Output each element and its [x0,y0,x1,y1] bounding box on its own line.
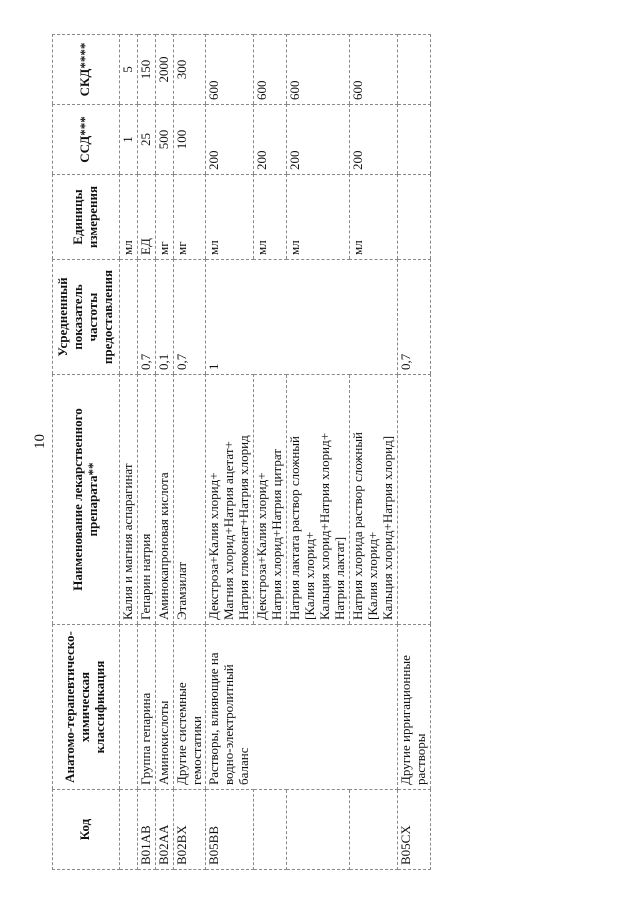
drug-line: Гепарин натрия [137,533,153,620]
cell-frequency: 1 [206,260,397,375]
drug-line: Этамзилат [173,561,189,620]
cell-skd: 600 [254,35,287,105]
cell-ssd: 200 [287,105,350,175]
cell-atc: Группа гепарина [137,625,155,790]
cell-drug [397,375,430,625]
cell-frequency: 0,7 [173,260,206,375]
table-row [206,35,254,870]
drug-line: Натрия хлорид+Натрия цитрат [269,449,285,620]
cell-drug [254,375,287,625]
cell-atc: Другие системные гемостатики [173,625,206,790]
cell-skd [397,35,430,105]
page-number: 10 [32,434,48,449]
cell-frequency [119,260,137,375]
cell-ssd: 200 [349,105,397,175]
cell-ssd: 25 [137,105,155,175]
cell-unit [397,175,430,260]
cell-code: B01AB [137,790,155,870]
cell-frequency: 0,7 [137,260,155,375]
cell-drug [119,375,137,625]
cell-atc: Аминокислоты [155,625,173,790]
cell-atc [119,625,137,790]
drug-line: Натрия лактат] [331,536,347,620]
cell-drug [206,375,254,625]
cell-ssd: 500 [155,105,173,175]
cell-unit: мг [155,175,173,260]
drug-line: Калия и магния аспарагинат [119,463,135,620]
cell-drug [349,375,397,625]
cell-drug [137,375,155,625]
drug-line: Натрия хлорида раствор сложный [349,431,365,620]
drug-line: Натрия глюконат+Натрия хлорид [236,435,252,620]
rotated-table-wrapper [52,35,431,870]
drug-line: [Калия хлорид+ [364,531,380,620]
drug-line: Аминокапроновая кислота [155,472,171,620]
cell-code: B02BX [173,790,206,870]
cell-unit: ЕД [137,175,155,260]
drug-line: Кальция хлорид+Натрия хлорид+ [317,432,332,620]
cell-drug [287,375,350,625]
cell-skd: 5 [119,35,137,105]
cell-drug [155,375,173,625]
cell-drug [173,375,206,625]
cell-skd: 300 [173,35,206,105]
header-code: Код [53,790,120,870]
table-row [137,35,155,870]
table-row [173,35,206,870]
drug-line: Декстроза+Калия хлорид+ [254,472,270,620]
cell-unit: мл [119,175,137,260]
cell-atc: Другие ирригационные растворы [397,625,430,790]
cell-unit: мл [349,175,397,260]
cell-unit: мл [254,175,287,260]
header-unit: Единицы измерения [53,175,120,260]
cell-code [254,790,287,870]
table-row [155,35,173,870]
cell-skd: 600 [206,35,254,105]
cell-frequency: 0,7 [397,260,430,375]
cell-unit: мг [173,175,206,260]
cell-skd: 2000 [155,35,173,105]
cell-skd: 150 [137,35,155,105]
table-row [397,35,430,870]
drug-table [52,34,431,870]
cell-frequency: 0,1 [155,260,173,375]
table-row [119,35,137,870]
cell-ssd: 200 [254,105,287,175]
cell-code [287,790,350,870]
cell-code [119,790,137,870]
cell-ssd [397,105,430,175]
cell-code [349,790,397,870]
cell-unit: мл [287,175,350,260]
header-skd: СКД**** [53,35,120,105]
cell-code: B05BB [206,790,254,870]
drug-line: Магния хлорид+Натрия ацетат+ [221,441,237,620]
table-header-row [53,35,120,870]
drug-line: [Калия хлорид+ [302,531,318,620]
header-ssd: ССД*** [53,105,120,175]
cell-ssd: 200 [206,105,254,175]
cell-unit: мл [206,175,254,260]
cell-skd: 600 [349,35,397,105]
cell-ssd: 1 [119,105,137,175]
header-frequency: Усредненный показатель частоты предоставления [53,260,120,375]
header-drug: Наименование лекарственного препарата** [53,375,120,625]
cell-code: B02AA [155,790,173,870]
drug-line: Натрия лактата раствор сложный [287,436,303,620]
cell-skd: 600 [287,35,350,105]
cell-ssd: 100 [173,105,206,175]
drug-line: Кальция хлорид+Натрия хлорид] [379,435,395,620]
drug-line: Декстроза+Калия хлорид+ [206,472,222,620]
header-atc: Анатомо-терапевтическо-химическая классификация [53,625,120,790]
cell-code: B05CX [397,790,430,870]
cell-atc: Растворы, влияющие на водно-электролитный баланс [206,625,397,790]
